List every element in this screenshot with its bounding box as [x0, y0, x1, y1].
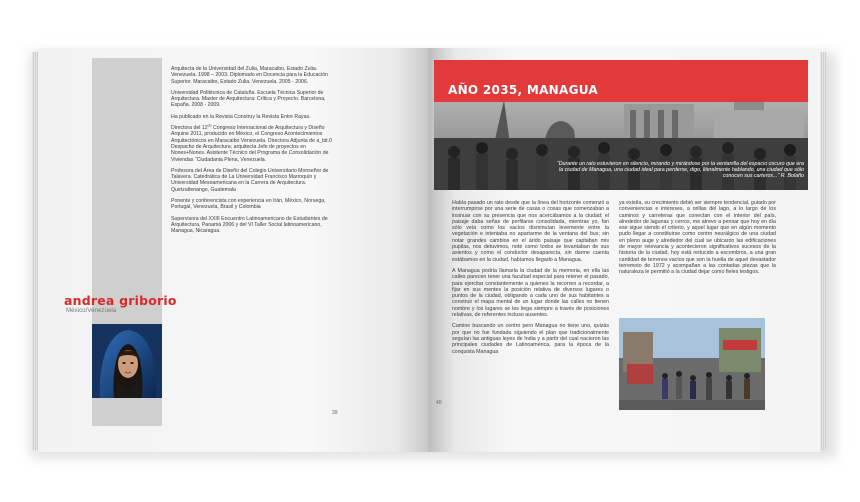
directora-sup: do [207, 123, 212, 128]
author-portrait [92, 324, 162, 398]
text-column-1 [452, 200, 609, 360]
photo-quote: “Durante un rato estuvieron en silencio, mirando y mirándose por la ventanilla del espacio oscuro que era la ciudad de Managua, una ciudad ideal para perderse, digo, literalmente hablando, una ciudad que sólo conocen sus carteros...” R. Bolaño [556, 161, 804, 180]
column-paragraph: A Managua podría llamarla la ciudad de la memoria, en ella las calles parecen tener una facultad especial para retener el pasado, para ejercitar constantemente a quienes la recorren a recordar, a fijar en sus mentes la posición relativa de diversos lugares o puntos de la ciudad, obligando a cada uno de sus habitantes a construir el mapa mental de un lugar donde las calles no tienen nombre y los lugares se les liega siempre a través de posiciones relativas, de referentes incluso ausentes. [452, 267, 609, 319]
author-bio [171, 66, 336, 240]
bio-paragraph: Ponente y conferencista con experiencia en Irán, México, Noruega, Portugal, Venezuela, Brasil y Colombia [171, 198, 326, 211]
column-paragraph: ya existía, su crecimiento debió ser siempre tendencial, guiado por conveniencias e intereses, a orillas del lago, a lo largo de los caminos y carreteras que conectan con el interior del país, alrededor de lagunas y cerros, me atrevo a pensar que hoy en día ese sigue siendo el criterio, y aquel lugar que en algún momento pudo llegar a constituirse como centro neurálgico de una ciudad en pleno auge y alrededor del cual se ubicaron las edificaciones de mayor relevancia y acontecieron significativos sucesos de la historia de la ciudad, hoy está reducido a escombros, a una gran cantidad de terrenos vacíos que son la huella de aquel devastador terremoto de 1972 y acompañan a las contadas piezas que la naturaleza le permitió a la ciudad dejar como fieles testigos. [619, 200, 776, 276]
bio-paragraph: Profesora del Área de Diseño del Colegio Universitario Monseñor de Talavera. Catedrática de La Universidad Francisco Marroquín y Universidad Mesoamericana en la Carrera de Arquitectura. Quetzaltenango, Guatemala [171, 167, 329, 193]
author-name-block [64, 294, 224, 314]
bio-paragraph-directora [171, 125, 336, 163]
page-number-right: 40 [436, 400, 442, 406]
managua-street-photo [619, 318, 765, 410]
text-column-2 [619, 200, 776, 281]
bio-paragraph: Supervisora del XXIII Encuentro Latinoamericano de Estudiantes de Arquitectura, Panamá 2006 y del VI Taller Social latinoamericano, Managua, Nicaragua. [171, 215, 328, 235]
column-paragraph: Camine buscando un centro pero Managua no tiene uno, quizás por que no fue fundada siguiendo el plan que tradicionalmente seguían las antiguas leyes de India y a partir del cual nacieron las principales ciudades de Latinoamérica, para la época de la conquista Managua [452, 323, 609, 355]
banner-title: AÑO 2035, MANAGUA [448, 83, 599, 97]
page-number-left: 39 [332, 410, 338, 416]
column-paragraph: Había pasado un rato desde que la línea del horizonte comenzó a interrumpirse por una serie de casas o cosas que comenzaban a insinuar con su presencia que nos acercábamos a la ciudad; el paisaje daba señas de perfilarse consolidada, mientras yo, fan sólo veía como los vacíos disminuían levemente entre la vegetación e intentaba no apartarme de la ventana del bus; sin notar grandes cambios en el árido paisaje que captaban mis pupilas, nos detuvimos, noté como todos se levantaban de sus asientos y como el conductor desaparecía, sin darme cuenta estábamos en la ciudad, habíamos llegado a Managua. [452, 200, 609, 263]
bio-paragraph: Universidad Politècnica de Cataluña. Escuela Técnica Superior de Arquitectura. Master de Arquitectura: Crítica y Proyecto. Barcelona, España. 2008 - 2009. [171, 89, 326, 109]
bio-paragraph: Ha publicado en la Revista Construy la Revista Entre Rayas. [171, 113, 311, 120]
author-country: México/Venezuela [66, 307, 117, 314]
directora-rest: Congreso Internacional de Arquitectura y Diseño Arquine 2011, producido en México, el Congreso Acontecimientos Arquitectónicos en Maracaibo Venezuela. Directora Adjunta de a_bit.0 Despacho de Arquitectura; arquitecta Jefe de proyectos en Nones+Nones. Asistente Técnico del Programa de Consolidación de Viviendas “Ciudadania Plena, Venezuela. [171, 125, 332, 163]
page-edge-right [820, 52, 826, 450]
bio-paragraph: Arquitecta de la Universidad del Zulia, Maracaibo, Estado Zulia. Venezuela. 1998 – 2003. Diplomado en Docencia para la Educación Superior. Maracaibo, Estado Zulia. Venezuela. 2005 - 2006. [171, 66, 328, 85]
author-name: andrea griborio [64, 293, 177, 308]
directora-prefix: Directora del 12 [171, 125, 208, 132]
right-page [428, 48, 820, 452]
managua-crowd-photo [434, 60, 808, 190]
page-edge-left [32, 52, 38, 450]
left-page [38, 48, 428, 452]
